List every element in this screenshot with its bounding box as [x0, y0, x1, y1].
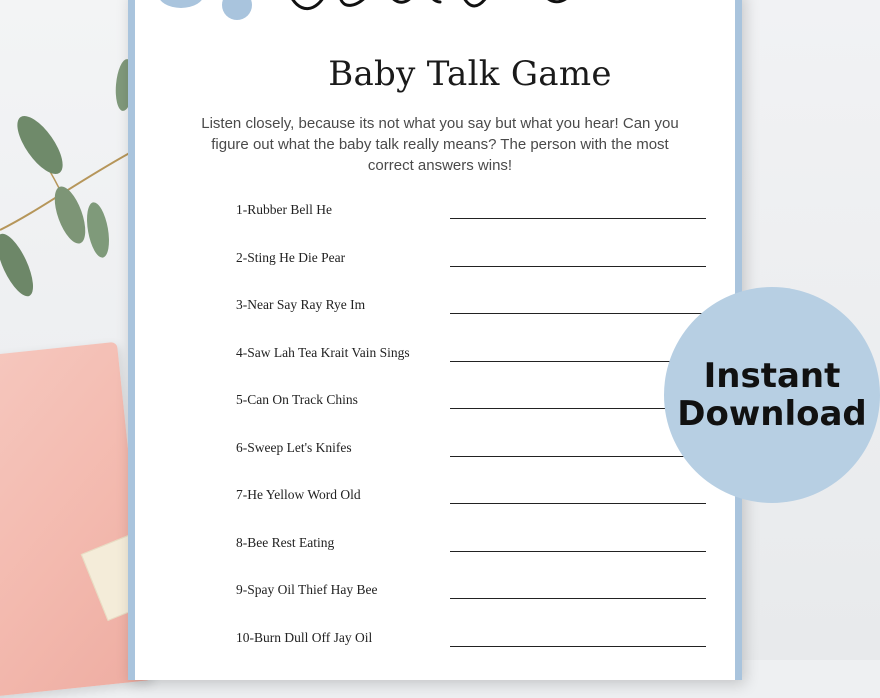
answer-line — [450, 646, 706, 647]
instant-download-badge — [664, 287, 880, 503]
game-instructions: Listen closely, because its not what you say but what you hear! Can you figure out what the baby talk really means? The person with the most correct answers wins! — [201, 115, 679, 174]
eucalyptus-branch-image — [0, 40, 140, 330]
question-row — [236, 630, 716, 660]
question-label: 2-Sting He Die Pear — [236, 250, 346, 265]
badge-line-2: Download — [677, 394, 867, 434]
question-label: 10-Burn Dull Off Jay Oil — [236, 630, 373, 645]
question-row — [236, 440, 716, 470]
question-label: 6-Sweep Let's Knifes — [236, 440, 352, 455]
answer-line — [450, 503, 706, 504]
script-heading-fragment-image — [278, 0, 638, 22]
answer-line — [450, 598, 706, 599]
question-label: 4-Saw Lah Tea Krait Vain Sings — [236, 345, 410, 360]
game-title: Baby Talk Game — [328, 54, 612, 94]
answer-line — [450, 456, 706, 457]
answer-line — [450, 218, 706, 219]
question-row — [236, 297, 716, 327]
question-label: 9-Spay Oil Thief Hay Bee — [236, 582, 378, 597]
question-label: 7-He Yellow Word Old — [236, 487, 361, 502]
answer-line — [450, 313, 706, 314]
question-row — [236, 250, 716, 280]
badge-line-1: Instant — [703, 356, 841, 396]
game-card — [135, 0, 735, 680]
answer-line — [450, 361, 706, 362]
question-label: 3-Near Say Ray Rye Im — [236, 297, 366, 312]
question-row — [236, 202, 716, 232]
question-row — [236, 535, 716, 565]
question-label: 8-Bee Rest Eating — [236, 535, 335, 550]
answer-line — [450, 551, 706, 552]
question-row — [236, 392, 716, 422]
question-row — [236, 345, 716, 375]
question-label: 5-Can On Track Chins — [236, 392, 358, 407]
question-label: 1-Rubber Bell He — [236, 202, 332, 217]
question-row — [236, 487, 716, 517]
answer-line — [450, 266, 706, 267]
question-row — [236, 582, 716, 612]
